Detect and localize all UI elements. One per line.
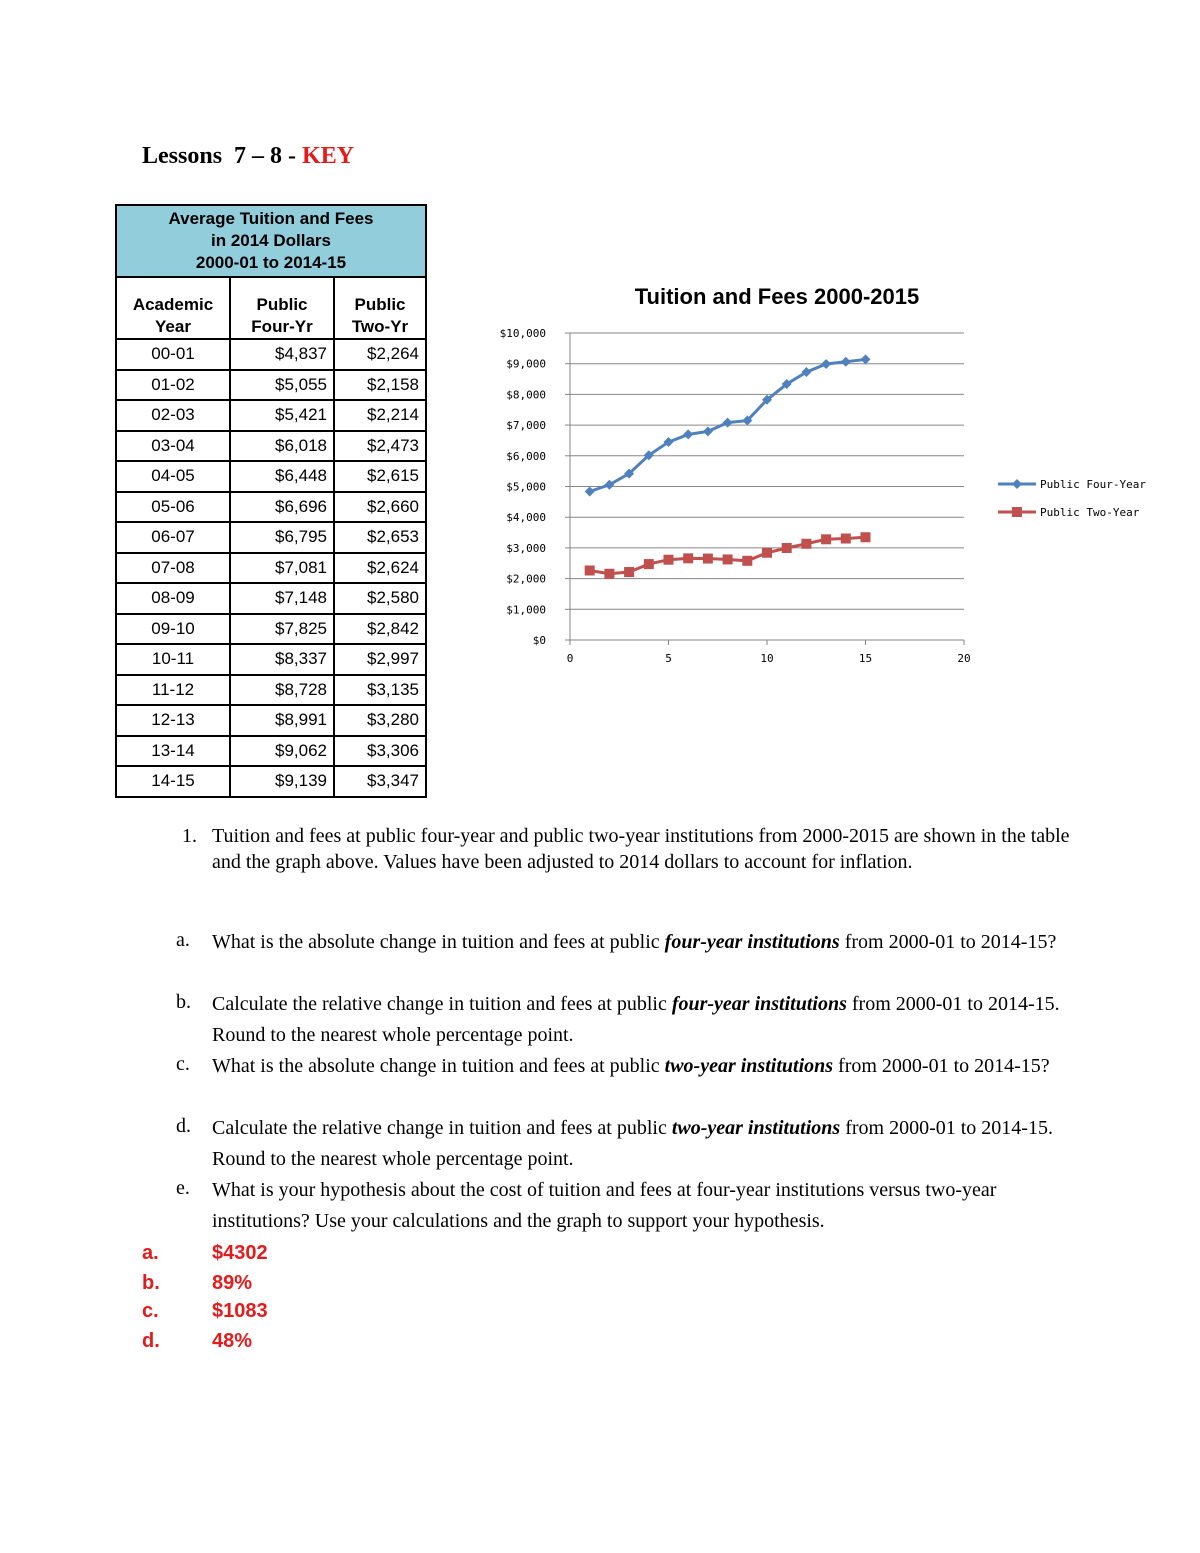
sub-question-text (212, 1113, 1072, 1175)
y-tick-label: $4,000 (506, 511, 546, 525)
sub-question-post: from 2000-01 to 2014-15? (839, 931, 1057, 953)
cell-year: 13-14 (116, 736, 230, 767)
y-tick-label: $1,000 (506, 603, 546, 617)
y-tick-label: $3,000 (506, 541, 546, 555)
cell-two-yr: $2,624 (334, 553, 426, 584)
y-tick-label: $5,000 (506, 480, 546, 494)
table-row (116, 492, 426, 523)
data-point (841, 534, 851, 544)
data-point (703, 554, 713, 564)
col-head-line: Year (155, 317, 191, 336)
x-tick-label: 0 (566, 652, 574, 665)
cell-two-yr: $2,660 (334, 492, 426, 523)
cell-four-yr: $8,337 (230, 644, 334, 675)
cell-two-yr: $2,214 (334, 400, 426, 431)
cell-year: 12-13 (116, 705, 230, 736)
cell-year: 02-03 (116, 400, 230, 431)
cell-two-yr: $2,615 (334, 461, 426, 492)
cell-four-yr: $5,421 (230, 400, 334, 431)
cell-four-yr: $6,018 (230, 431, 334, 462)
answer-letter: c. (142, 1300, 159, 1322)
sub-question-post: from 2000-01 to 2014-15? (833, 1055, 1050, 1077)
cell-two-yr: $2,473 (334, 431, 426, 462)
cell-four-yr: $9,139 (230, 766, 334, 797)
cell-year: 11-12 (116, 675, 230, 706)
tuition-table (115, 204, 427, 798)
answer-letter: a. (142, 1242, 159, 1264)
col-head-line: Four-Yr (251, 317, 313, 336)
title-main: Lessons 7 – 8 - (142, 143, 303, 169)
y-tick-label: $0 (532, 634, 546, 647)
answer-letter: d. (142, 1330, 160, 1352)
data-point (723, 418, 733, 428)
x-tick-label: 10 (760, 652, 774, 665)
sub-question-text (212, 927, 1072, 958)
table-row (116, 583, 426, 614)
table-row (116, 400, 426, 431)
table-row (116, 339, 426, 370)
cell-two-yr: $2,264 (334, 339, 426, 370)
y-tick-label: $6,000 (506, 449, 546, 463)
question-number: 1. (182, 825, 197, 847)
data-point (841, 357, 851, 367)
data-point (664, 555, 674, 565)
table-row (116, 461, 426, 492)
data-point (742, 556, 752, 566)
cell-year: 10-11 (116, 644, 230, 675)
data-point (861, 532, 871, 542)
legend-label: Public Four-Year (1040, 478, 1146, 491)
data-point (683, 553, 693, 563)
cell-four-yr: $6,795 (230, 522, 334, 553)
sub-question-post: from 2000-01 to 2014-15. Round to the nearest whole percentage point. (212, 1117, 1053, 1170)
col-public-two-yr (334, 277, 426, 339)
cell-two-yr: $3,306 (334, 736, 426, 767)
table-header-line: in 2014 Dollars (210, 231, 331, 250)
cell-two-yr: $2,158 (334, 370, 426, 401)
col-academic-year (116, 277, 230, 339)
y-tick-label: $9,000 (506, 357, 546, 371)
table-header-line: 2000-01 to 2014-15 (195, 253, 347, 272)
legend-marker (1012, 479, 1022, 489)
data-point (861, 354, 871, 364)
table-row (116, 766, 426, 797)
data-point (723, 554, 733, 564)
sub-question-text (212, 1051, 1072, 1082)
sub-question-emphasis: four-year institutions (671, 993, 847, 1015)
cell-two-yr: $3,347 (334, 766, 426, 797)
sub-question-text (212, 989, 1072, 1051)
table-row (116, 553, 426, 584)
sub-question-post: from 2000-01 to 2014-15. Round to the nearest whole percentage point. (212, 993, 1060, 1046)
cell-two-yr: $3,280 (334, 705, 426, 736)
sub-question-pre: What is your hypothesis about the cost of tuition and fees at four-year institutions versus two-year institutions? Use your calculations and the graph to support your hypothesis. (212, 1179, 997, 1232)
sub-question-letter: a. (176, 929, 190, 951)
sub-question-pre: Calculate the relative change in tuition and fees at public (212, 1117, 672, 1139)
cell-year: 03-04 (116, 431, 230, 462)
legend-label: Public Two-Year (1040, 506, 1140, 519)
cell-two-yr: $2,580 (334, 583, 426, 614)
cell-year: 14-15 (116, 766, 230, 797)
chart-title: Tuition and Fees 2000-2015 (634, 284, 920, 309)
cell-four-yr: $9,062 (230, 736, 334, 767)
cell-year: 06-07 (116, 522, 230, 553)
cell-year: 09-10 (116, 614, 230, 645)
table-row (116, 614, 426, 645)
cell-year: 01-02 (116, 370, 230, 401)
sub-question-emphasis: two-year institutions (664, 1055, 834, 1077)
x-tick-label: 20 (957, 652, 971, 665)
table-row (116, 675, 426, 706)
sub-question-letter: b. (176, 991, 191, 1013)
col-head-line: Two-Yr (351, 317, 409, 336)
data-point (604, 569, 614, 579)
data-point (762, 548, 772, 558)
cell-year: 08-09 (116, 583, 230, 614)
answer-value: 48% (212, 1330, 253, 1352)
data-point (801, 539, 811, 549)
legend-marker (1012, 507, 1022, 517)
y-tick-label: $2,000 (506, 572, 546, 586)
table-row (116, 644, 426, 675)
question-text: Tuition and fees at public four-year and public two-year institutions from 2000-2015 are shown in the table and the graph above. Values have been adjusted to 2014 dollars to account for inflation. (212, 825, 1070, 873)
sub-question-letter: c. (176, 1053, 190, 1075)
sub-question-pre: What is the absolute change in tuition and fees at public (212, 1055, 665, 1077)
x-tick-label: 15 (858, 652, 873, 665)
cell-two-yr: $2,653 (334, 522, 426, 553)
sub-question-letter: e. (176, 1177, 190, 1199)
answer-value: 89% (212, 1272, 253, 1294)
title-key: KEY (302, 143, 355, 169)
y-tick-label: $7,000 (506, 419, 546, 433)
answer-value: $1083 (212, 1300, 268, 1322)
sub-question-emphasis: four-year institutions (664, 931, 840, 953)
sub-question-emphasis: two-year institutions (671, 1117, 841, 1139)
cell-year: 07-08 (116, 553, 230, 584)
page-title (142, 143, 354, 170)
sub-question-letter: d. (176, 1115, 191, 1137)
table-row (116, 370, 426, 401)
cell-four-yr: $8,728 (230, 675, 334, 706)
cell-four-yr: $7,081 (230, 553, 334, 584)
col-public-four-yr (230, 277, 334, 339)
data-point (821, 359, 831, 369)
cell-two-yr: $3,135 (334, 675, 426, 706)
col-head-line: Public (256, 295, 308, 314)
y-tick-label: $8,000 (506, 388, 546, 402)
data-point (585, 487, 595, 497)
cell-year: 00-01 (116, 339, 230, 370)
cell-four-yr: $7,825 (230, 614, 334, 645)
data-point (821, 534, 831, 544)
col-head-line: Academic (132, 295, 214, 314)
cell-two-yr: $2,842 (334, 614, 426, 645)
col-head-line: Public (354, 295, 406, 314)
sub-question-pre: What is the absolute change in tuition and fees at public (212, 931, 665, 953)
data-point (703, 426, 713, 436)
cell-two-yr: $2,997 (334, 644, 426, 675)
x-tick-label: 5 (665, 652, 672, 665)
y-tick-label: $10,000 (499, 327, 546, 340)
table-row (116, 431, 426, 462)
data-point (683, 429, 693, 439)
sub-question-text (212, 1175, 1072, 1237)
tuition-line-chart (488, 276, 1158, 676)
table-header-line: Average Tuition and Fees (168, 209, 374, 228)
cell-year: 05-06 (116, 492, 230, 523)
data-point (585, 565, 595, 575)
answer-value: $4302 (212, 1242, 268, 1264)
cell-four-yr: $5,055 (230, 370, 334, 401)
table-header (116, 205, 426, 277)
sub-question-pre: Calculate the relative change in tuition and fees at public (212, 993, 672, 1015)
cell-four-yr: $8,991 (230, 705, 334, 736)
cell-four-yr: $7,148 (230, 583, 334, 614)
data-point (624, 567, 634, 577)
data-point (644, 559, 654, 569)
cell-four-yr: $6,448 (230, 461, 334, 492)
data-point (782, 543, 792, 553)
table-row (116, 705, 426, 736)
cell-four-yr: $4,837 (230, 339, 334, 370)
cell-year: 04-05 (116, 461, 230, 492)
table-row (116, 736, 426, 767)
table-row (116, 522, 426, 553)
cell-four-yr: $6,696 (230, 492, 334, 523)
answer-letter: b. (142, 1272, 160, 1294)
